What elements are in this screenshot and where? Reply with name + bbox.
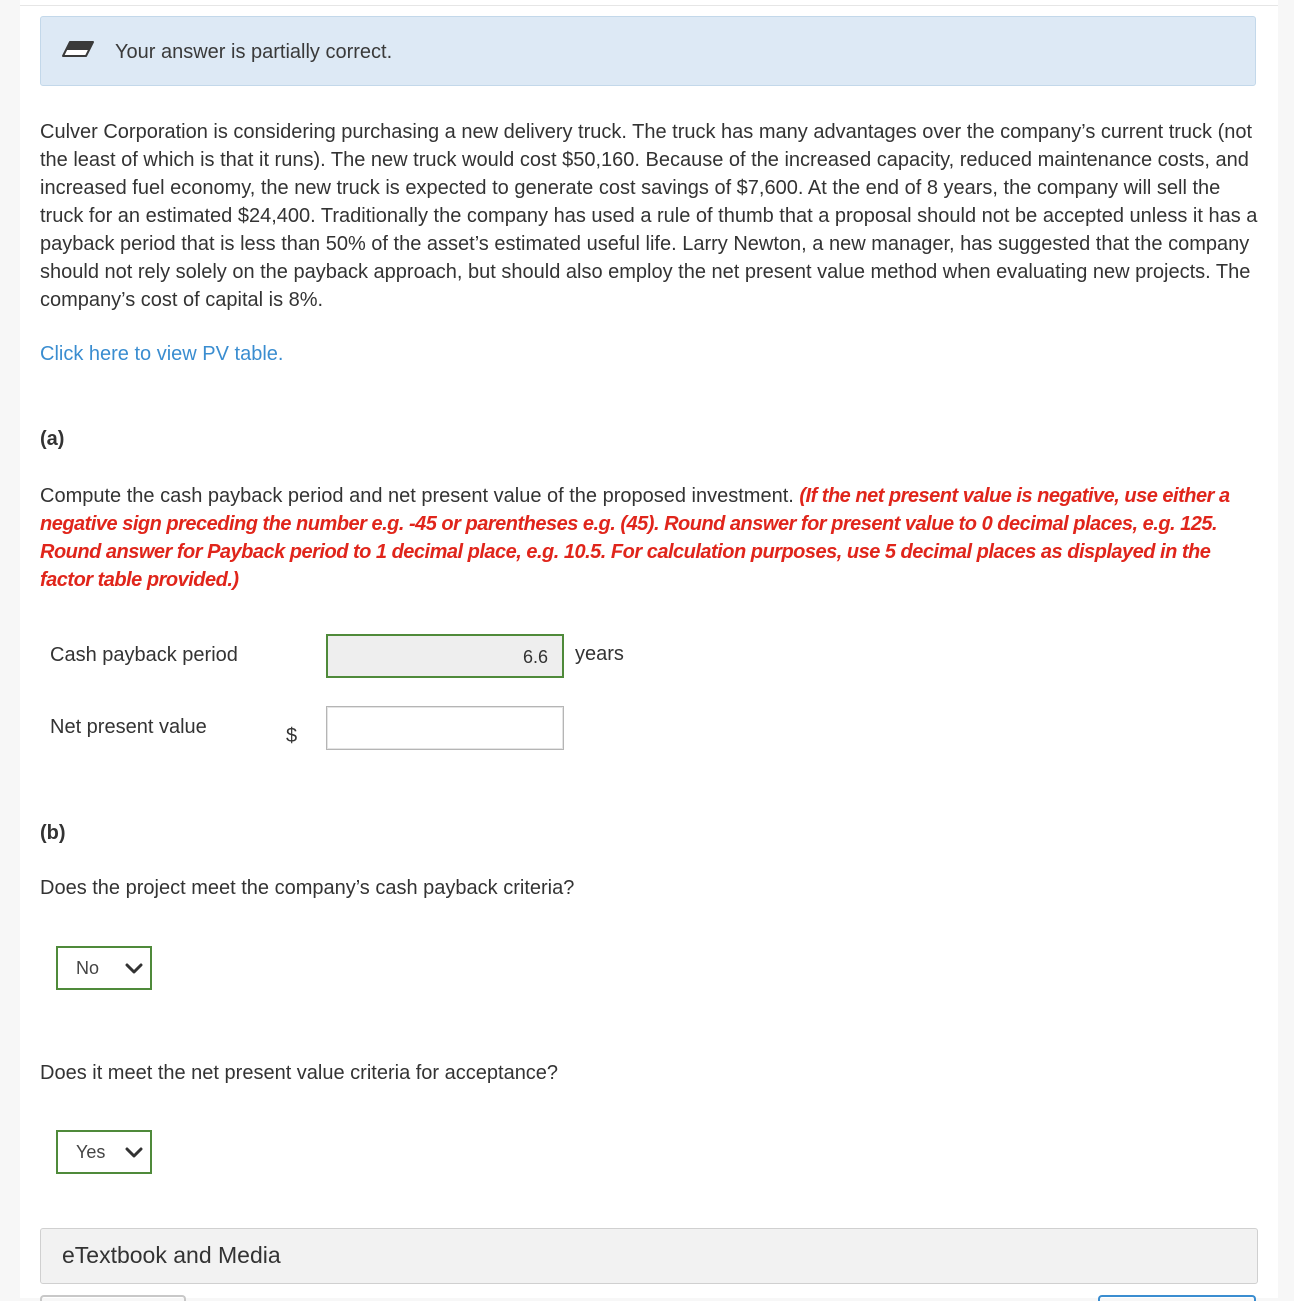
feedback-message: Your answer is partially correct. [115,41,393,63]
feedback-banner [40,16,1256,86]
question-page [20,0,1278,1298]
chevron-down-icon [124,962,144,976]
instruction-text: Compute the cash payback period and net present value of the proposed investment. [40,485,800,507]
primary-button[interactable] [1098,1295,1256,1301]
npv-criteria-question: Does it meet the net present value criteria for acceptance? [40,1062,559,1084]
npv-label: Net present value [50,716,207,738]
npv-currency: $ [286,725,298,747]
part-a-label: (a) [40,428,65,450]
instruction-rounding-note: (If the net present value is negative, use either a negative sign preceding the number e.g. -45 or parentheses e.g. (45). Round answer for present value to 0 decimal places, e.g. 125. Round answer for Payback period to 1 decimal place, e.g. 10.5. For calculation purposes, use 5 decimal places as displayed in the factor table provided.) [40,485,1230,591]
payback-criteria-value: No [76,958,100,978]
payback-unit: years [575,643,624,665]
npv-criteria-value: Yes [76,1142,106,1162]
pv-table-link[interactable]: Click here to view PV table. [40,343,284,365]
problem-statement: Culver Corporation is considering purchasing a new delivery truck. The truck has many advantages over the company’s current truck (not the least of which is that it runs). The new truck would cost $50,160. Because of the increased capacity, reduced maintenance costs, and increased fuel economy, the new truck is expected to generate cost savings of $7,600. At the end of 8 years, the company will sell the truck for an estimated $24,400. Traditionally the company has used a rule of thumb that a proposal should not be accepted unless it has a payback period that is less than 50% of the asset’s estimated useful life. Larry Newton, a new manager, has suggested that the company should not rely solely on the payback approach, but should also employ the net present value method when evaluating new projects. The company’s cost of capital is 8%. [40,121,1258,311]
top-divider [20,5,1278,6]
payback-input[interactable]: 6.6 [326,634,564,678]
secondary-button[interactable] [40,1295,186,1301]
payback-label: Cash payback period [50,644,238,666]
etextbook-media-panel[interactable] [40,1228,1258,1284]
payback-criteria-question: Does the project meet the company’s cash payback criteria? [40,877,575,899]
npv-input[interactable] [326,706,564,750]
part-b-label: (b) [40,822,66,844]
eraser-icon [61,39,95,59]
part-a-instruction [40,482,1250,594]
payback-criteria-select[interactable] [56,946,152,990]
etextbook-media-label: eTextbook and Media [62,1242,281,1268]
npv-criteria-select[interactable] [56,1130,152,1174]
chevron-down-icon [124,1146,144,1160]
